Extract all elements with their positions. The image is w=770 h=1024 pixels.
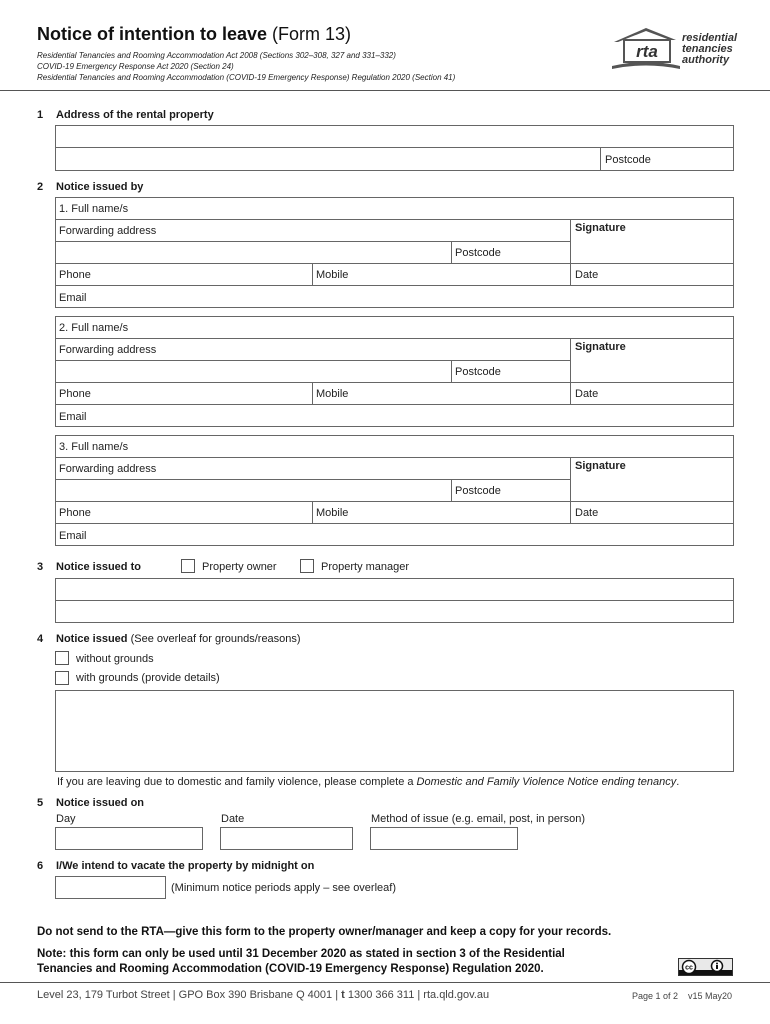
section-label: I/We intend to vacate the property by midnight on — [56, 860, 315, 872]
date-label: Date — [575, 388, 599, 400]
without-grounds-checkbox[interactable] — [55, 651, 69, 665]
full-name-field[interactable] — [55, 435, 734, 458]
section-label: Notice issued on — [56, 797, 145, 809]
full-name-label: 3. Full name/s — [59, 441, 129, 453]
footer-phone-label: t — [341, 989, 345, 1001]
dfv-note-end: . — [676, 776, 680, 788]
section-number: 5 — [37, 797, 44, 809]
notice-period-note: (Minimum notice periods apply – see overleaf) — [171, 882, 396, 894]
logo-line: residential — [682, 32, 738, 44]
signature-label: Signature — [575, 460, 626, 472]
email-label: Email — [59, 292, 87, 304]
postcode-label: Postcode — [455, 247, 501, 259]
dfv-note — [57, 776, 679, 788]
full-name-field[interactable] — [55, 197, 734, 220]
full-name-label: 2. Full name/s — [59, 322, 129, 334]
logo-line: authority — [682, 54, 730, 66]
section-number: 1 — [37, 109, 44, 121]
email-field[interactable] — [55, 523, 734, 546]
person-block-1 — [55, 197, 734, 310]
with-grounds-label: with grounds (provide details) — [76, 672, 220, 684]
section-label: Address of the rental property — [56, 109, 214, 121]
svg-text:cc: cc — [685, 964, 693, 972]
mobile-field[interactable] — [312, 501, 571, 524]
section-label: Notice issued by — [56, 181, 144, 193]
person-block-2 — [55, 316, 734, 429]
mobile-label: Mobile — [316, 507, 349, 519]
section-label-text: Notice issued — [56, 633, 128, 645]
mobile-label: Mobile — [316, 269, 349, 281]
act-line: Residential Tenancies and Rooming Accommodation Act 2008 (Sections 302–308, 327 and 331–332) — [37, 51, 396, 60]
day-label: Day — [56, 813, 76, 825]
without-grounds-label: without grounds — [76, 653, 154, 665]
property-owner-checkbox[interactable] — [181, 559, 195, 573]
person-block-3 — [55, 435, 734, 548]
address-line-1-field[interactable] — [55, 125, 734, 148]
signature-label: Signature — [575, 222, 626, 234]
phone-field[interactable] — [55, 263, 313, 286]
grounds-details-field[interactable] — [55, 690, 734, 772]
date-label: Date — [575, 269, 599, 281]
email-label: Email — [59, 411, 87, 423]
validity-note-line-1: Note: this form can only be used until 31 December 2020 as stated in section 3 of the Residential — [37, 948, 565, 960]
footer-phone-web: 1300 366 311 | rta.qld.gov.au — [344, 989, 490, 1001]
section-number: 4 — [37, 633, 44, 645]
section-number: 3 — [37, 561, 44, 573]
day-field[interactable] — [55, 827, 203, 850]
phone-field[interactable] — [55, 501, 313, 524]
email-field[interactable] — [55, 404, 734, 427]
address-line-2-field[interactable] — [55, 147, 601, 171]
date-label: Date — [221, 813, 245, 825]
section-number: 6 — [37, 860, 44, 872]
act-line: Residential Tenancies and Rooming Accommodation (COVID-19 Emergency Response) Regulation 2020 (Section 41) — [37, 73, 456, 82]
section-label: Notice issued to — [56, 561, 141, 573]
method-label: Method of issue (e.g. email, post, in person) — [371, 813, 585, 825]
header-divider — [0, 90, 770, 91]
postcode-label: Postcode — [605, 154, 651, 166]
title-form: (Form 13) — [272, 24, 352, 44]
issue-date-field[interactable] — [220, 827, 353, 850]
forwarding-address-line-2-field[interactable] — [55, 479, 452, 502]
dfv-note-text: If you are leaving due to domestic and family violence, please complete a — [57, 776, 417, 788]
logo-line: tenancies — [682, 43, 733, 55]
postcode-label: Postcode — [455, 366, 501, 378]
phone-label: Phone — [59, 507, 91, 519]
forwarding-address-line-2-field[interactable] — [55, 360, 452, 383]
cc-by-license-icon — [678, 958, 733, 976]
forwarding-address-label: Forwarding address — [59, 463, 157, 475]
email-field[interactable] — [55, 285, 734, 308]
title-main: Notice of intention to leave — [37, 24, 268, 44]
phone-field[interactable] — [55, 382, 313, 405]
forwarding-address-line-2-field[interactable] — [55, 241, 452, 264]
logo-abbrev: rta — [636, 42, 658, 61]
page-title — [37, 24, 351, 45]
footer-address: Level 23, 179 Turbot Street | GPO Box 390 Brisbane Q 4001 | — [37, 989, 342, 1001]
method-of-issue-field[interactable] — [370, 827, 518, 850]
issued-to-address-field[interactable] — [55, 600, 734, 623]
page-number: Page 1 of 2 — [632, 991, 679, 1001]
signature-label: Signature — [575, 341, 626, 353]
vacate-date-field[interactable] — [55, 876, 166, 899]
legislation-list — [37, 50, 455, 83]
logo-wordmark — [682, 33, 737, 66]
with-grounds-checkbox[interactable] — [55, 671, 69, 685]
forwarding-address-label: Forwarding address — [59, 344, 157, 356]
postcode-label: Postcode — [455, 485, 501, 497]
property-owner-label: Property owner — [202, 561, 277, 573]
mobile-label: Mobile — [316, 388, 349, 400]
full-name-field[interactable] — [55, 316, 734, 339]
do-not-send-notice: Do not send to the RTA—give this form to the property owner/manager and keep a copy for your records. — [37, 926, 612, 938]
mobile-field[interactable] — [312, 382, 571, 405]
mobile-field[interactable] — [312, 263, 571, 286]
email-label: Email — [59, 530, 87, 542]
section-label — [56, 633, 301, 645]
property-manager-checkbox[interactable] — [300, 559, 314, 573]
date-label: Date — [575, 507, 599, 519]
property-manager-label: Property manager — [321, 561, 410, 573]
validity-note-line-2: Tenancies and Rooming Accommodation (COVID-19 Emergency Response) Regulation 2020. — [37, 963, 544, 975]
footer-divider — [0, 982, 770, 983]
act-line: COVID-19 Emergency Response Act 2020 (Section 24) — [37, 62, 234, 71]
phone-label: Phone — [59, 388, 91, 400]
section-number: 2 — [37, 181, 44, 193]
form-version: v15 May20 — [688, 991, 733, 1001]
footer-contact — [37, 989, 489, 1001]
section-label-note: (See overleaf for grounds/reasons) — [130, 633, 301, 645]
phone-label: Phone — [59, 269, 91, 281]
forwarding-address-label: Forwarding address — [59, 225, 157, 237]
full-name-label: 1. Full name/s — [59, 203, 129, 215]
dfv-form-name: Domestic and Family Violence Notice ending tenancy — [416, 776, 677, 788]
issued-to-name-field[interactable] — [55, 578, 734, 601]
